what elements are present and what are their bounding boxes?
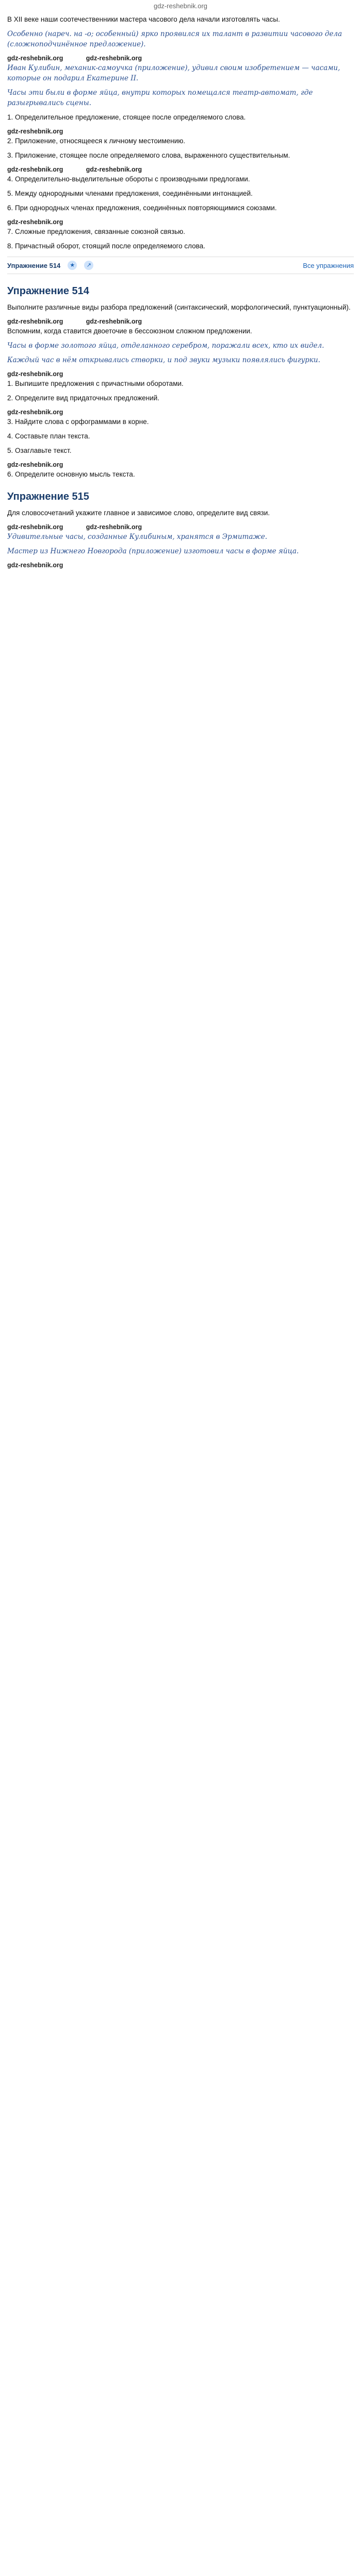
list-item: 1. Определительное предложение, стоящее после определяемого слова. — [7, 113, 246, 121]
list-item: 4. Составьте план текста. — [7, 432, 90, 440]
watermark: gdz-reshebnik.org — [7, 55, 63, 62]
list-item: 5. Озаглавьте текст. — [7, 447, 72, 454]
watermark: gdz-reshebnik.org — [7, 166, 63, 173]
watermark: gdz-reshebnik.org — [7, 562, 63, 569]
list-item: 3. Приложение, стоящее после определяемого слова, выраженного существительным. — [7, 151, 290, 159]
para: Для словосочетаний укажите главное и зависимое слово, определите вид связи. — [7, 509, 270, 517]
para: Мастер из Нижнего Новгорода (приложение) изготовил часы в форме яйца. — [7, 547, 299, 555]
para-3: Часы эти были в форме яйца, внутри которых помещался театр-автомат, где разыгрывались сцены. — [7, 89, 313, 107]
list-item: 7. Сложные предложения, связанные союзной связью. — [7, 228, 186, 235]
para: Выполните различные виды разбора предложений (синтаксический, морфологический, пунктуационный). — [7, 303, 351, 311]
watermark: gdz-reshebnik.org — [7, 409, 63, 416]
watermark: gdz-reshebnik.org — [7, 318, 63, 325]
share-icon[interactable]: ↗ — [84, 261, 93, 270]
watermark: gdz-reshebnik.org — [86, 166, 142, 173]
watermark: gdz-reshebnik.org — [7, 523, 63, 531]
watermark: gdz-reshebnik.org — [86, 523, 142, 531]
watermark: gdz-reshebnik.org — [7, 461, 63, 468]
bookmark-icon[interactable]: ★ — [68, 261, 77, 270]
section-2 — [7, 285, 354, 480]
site-url[interactable]: gdz-reshebnik.org — [153, 2, 208, 10]
list-item: 1. Выпишите предложения с причастными оборотами. — [7, 380, 184, 387]
list-item: 2. Определите вид придаточных предложений. — [7, 394, 160, 402]
content — [7, 14, 354, 575]
list-item: 3. Найдите слова с орфограммами в корне. — [7, 418, 149, 426]
list-item: 8. Причастный оборот, стоящий после определяемого слова. — [7, 242, 205, 250]
list-item: 4. Определительно-выделительные обороты с производными предлогами. — [7, 175, 250, 183]
section-title: Упражнение 515 — [7, 491, 89, 502]
section-3 — [7, 491, 354, 570]
section-1 — [7, 14, 354, 251]
para-2: Иван Кулибин, механик-самоучка (приложение), удивил своим изобретением — часами, которые он подарил Екатерине II. — [7, 64, 340, 82]
para: Удивительные часы, созданные Кулибиным, хранятся в Эрмитаже. — [7, 533, 268, 541]
para: Часы в форме золотого яйца, отделанного серебром, поражали всех, кто их видел. — [7, 342, 324, 350]
watermark: gdz-reshebnik.org — [7, 370, 63, 378]
list-item: 6. Определите основную мысль текста. — [7, 470, 135, 478]
watermark: gdz-reshebnik.org — [7, 218, 63, 226]
all-exercises-link[interactable]: Все упражнения — [303, 261, 354, 269]
para: Вспомним, когда ставится двоеточие в бессоюзном сложном предложении. — [7, 327, 252, 335]
exercise-toolbar — [7, 257, 354, 274]
watermark: gdz-reshebnik.org — [86, 55, 142, 62]
watermark: gdz-reshebnik.org — [7, 128, 63, 135]
watermark: gdz-reshebnik.org — [86, 318, 142, 325]
para: Каждый час в нём открывались створки, и под звуки музыки появлялись фигурки. — [7, 356, 320, 364]
toolbar-exercise-title: Упражнение 514 — [7, 261, 61, 269]
section-title: Упражнение 514 — [7, 285, 89, 297]
para-1: Особенно (нареч. на -о; особенный) ярко проявился их талант в развитии часового дела (сложноподчинённое предложение). — [7, 30, 342, 48]
list-item: 6. При однородных членах предложения, соединённых повторяющимися союзами. — [7, 204, 277, 212]
list-item: 5. Между однородными членами предложения, соединёнными интонацией. — [7, 190, 253, 197]
intro: В XII веке наши соотечественники мастера часового дела начали изготовлять часы. — [7, 15, 280, 23]
list-item: 2. Приложение, относящееся к личному местоимению. — [7, 137, 186, 145]
